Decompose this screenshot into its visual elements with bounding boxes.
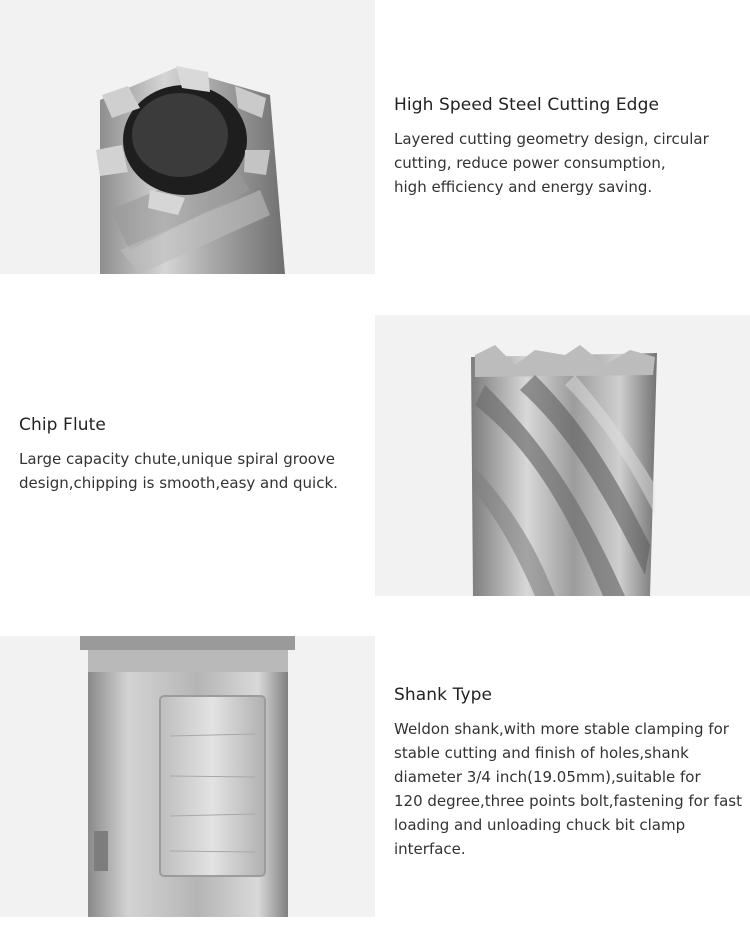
section-title: High Speed Steel Cutting Edge	[394, 95, 660, 115]
shank-type-text	[394, 685, 742, 861]
chip-flute-text	[19, 415, 338, 495]
cutting-edge-photo	[0, 0, 375, 274]
description-line: loading and unloading chuck bit clamp	[394, 816, 686, 834]
description-line: 120 degree,three points bolt,fastening for fast	[394, 792, 742, 810]
section-description	[19, 447, 338, 495]
description-line: stable cutting and finish of holes,shank	[394, 744, 689, 762]
description-line: Large capacity chute,unique spiral groove	[19, 450, 336, 468]
description-line: diameter 3/4 inch(19.05mm),suitable for	[394, 768, 701, 786]
weldon-shank-photo	[0, 636, 375, 917]
description-line: interface.	[394, 840, 466, 858]
spiral-flute-photo	[375, 315, 750, 596]
description-line: Weldon shank,with more stable clamping for	[394, 720, 729, 738]
section-description	[394, 127, 709, 199]
description-line: Layered cutting geometry design, circular	[394, 130, 709, 148]
section-title: Shank Type	[394, 685, 493, 705]
description-line: high efficiency and energy saving.	[394, 178, 653, 196]
description-line: cutting, reduce power consumption,	[394, 154, 666, 172]
cutting-edge-text	[394, 95, 709, 199]
description-line: design,chipping is smooth,easy and quick.	[19, 474, 338, 492]
section-description	[394, 717, 742, 861]
section-title: Chip Flute	[19, 415, 106, 435]
